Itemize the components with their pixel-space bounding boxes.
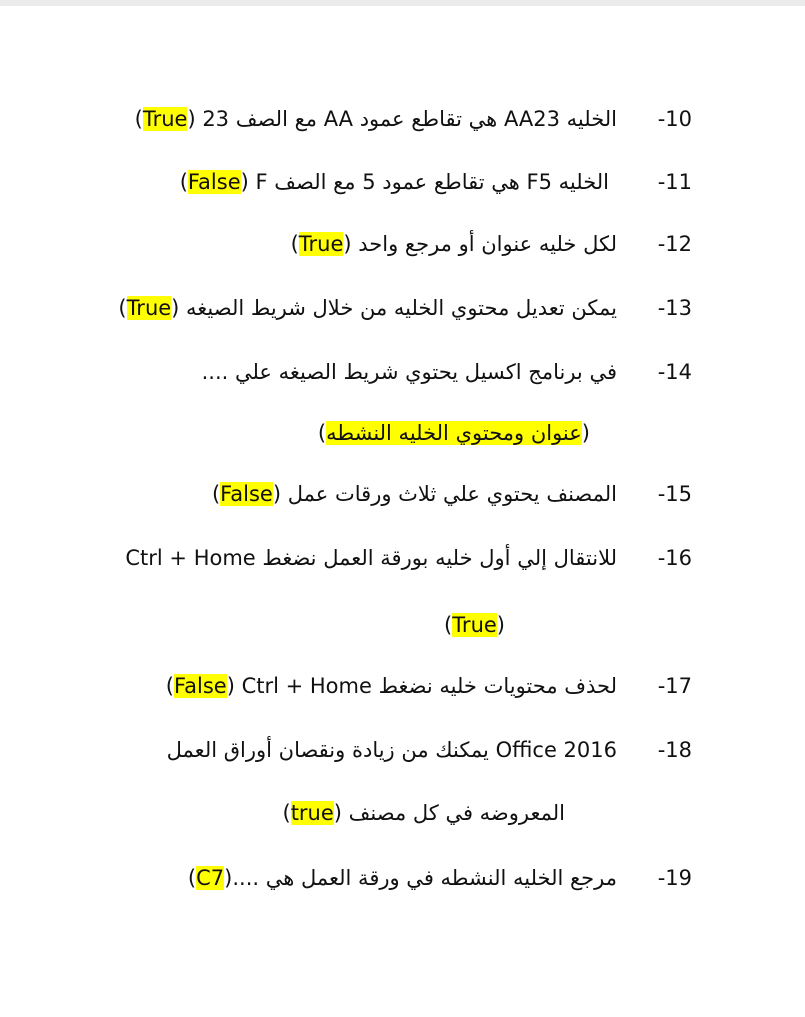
question-number: -17	[657, 674, 692, 698]
question-text: لكل خليه عنوان أو مرجع واحد	[358, 232, 617, 256]
question-text: لحذف محتويات خليه نضغط Ctrl + Home	[241, 674, 617, 698]
question-number: -19	[657, 866, 692, 890]
answer-highlight: True	[142, 107, 188, 131]
question-line: لحذف محتويات خليه نضغط Ctrl + Home (False)	[165, 674, 617, 698]
answer-highlight: C7	[196, 866, 225, 890]
answer-highlight: True	[126, 296, 172, 320]
question-number: -15	[657, 482, 692, 506]
question-line: الخليه F5 هي تقاطع عمود 5 مع الصف F (False)	[179, 170, 609, 194]
question-text: Office 2016 يمكنك من زيادة ونقصان أوراق العمل	[166, 738, 617, 762]
question-text: الخليه AA23 هي تقاطع عمود AA مع الصف 23	[202, 107, 617, 131]
question-text: للانتقال إلي أول خليه بورقة العمل نضغط Ctrl + Home	[125, 546, 617, 570]
question-line: المصنف يحتوي علي ثلاث ورقات عمل (False)	[211, 482, 617, 506]
answer-highlight: عنوان ومحتوي الخليه النشطه	[326, 421, 582, 445]
question-number: -14	[657, 360, 692, 384]
question-text: مرجع الخليه النشطه في ورقة العمل هي ....	[232, 866, 617, 890]
question-text-continued: المعروضه في كل مصنف	[348, 801, 565, 825]
answer-line: (عنوان ومحتوي الخليه النشطه)	[317, 421, 590, 445]
question-number: -10	[657, 107, 692, 131]
question-text: الخليه F5 هي تقاطع عمود 5 مع الصف F	[255, 170, 609, 194]
answer-highlight: true	[290, 801, 334, 825]
question-number: -13	[657, 296, 692, 320]
answer-highlight: True	[298, 232, 344, 256]
question-line: لكل خليه عنوان أو مرجع واحد (True)	[290, 232, 617, 256]
question-number: -18	[657, 738, 692, 762]
question-line: مرجع الخليه النشطه في ورقة العمل هي ....(C7)	[187, 866, 617, 890]
question-text: المصنف يحتوي علي ثلاث ورقات عمل	[287, 482, 617, 506]
question-line: الخليه AA23 هي تقاطع عمود AA مع الصف 23 (True)	[134, 107, 617, 131]
answer-line: (True)	[443, 613, 505, 637]
question-number: -11	[657, 170, 692, 194]
answer-highlight: False	[173, 674, 227, 698]
answer-highlight: False	[187, 170, 241, 194]
question-text: في برنامج اكسيل يحتوي شريط الصيغه علي ....	[201, 360, 617, 384]
question-line: يمكن تعديل محتوي الخليه من خلال شريط الصيغه (True)	[118, 296, 617, 320]
document-page	[0, 6, 805, 1017]
answer-line: المعروضه في كل مصنف (true)	[282, 801, 565, 825]
answer-highlight: True	[452, 613, 497, 637]
question-text: يمكن تعديل محتوي الخليه من خلال شريط الصيغه	[186, 296, 617, 320]
question-number: -12	[657, 232, 692, 256]
answer-highlight: False	[220, 482, 273, 506]
question-number: -16	[657, 546, 692, 570]
